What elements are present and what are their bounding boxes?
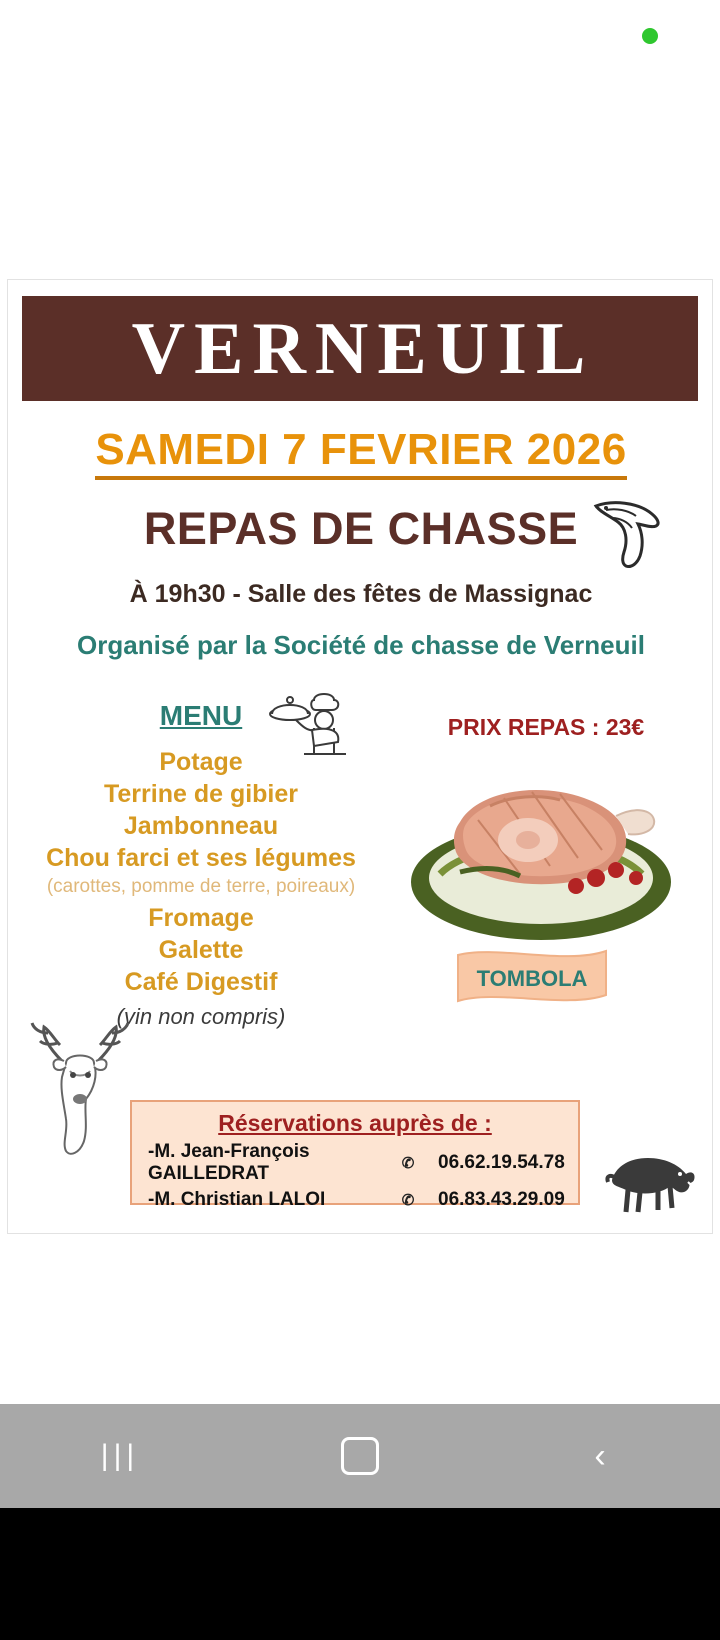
phone-icon: ✆ — [401, 1192, 415, 1209]
home-icon — [341, 1437, 379, 1475]
content-area — [0, 82, 720, 1404]
contact-name: -M. Christian LALOI — [148, 1189, 326, 1210]
reservation-contact-row — [148, 1141, 578, 1185]
contact-phone[interactable]: 06.62.19.54.78 — [438, 1152, 565, 1173]
town-name: VERNEUIL — [131, 307, 595, 390]
event-place: À 19h30 - Salle des fêtes de Massignac — [129, 580, 593, 608]
deer-head-icon — [28, 1015, 140, 1165]
event-title-text: REPAS DE CHASSE — [143, 503, 579, 554]
phone-icon: ✆ — [401, 1155, 415, 1172]
menu-footnote: (vin non compris) — [116, 1003, 286, 1029]
price-label: PRIX REPAS : 23€ — [447, 714, 645, 740]
menu-item: Jambonneau — [123, 812, 279, 840]
reservation-title: Réservations auprès de : — [218, 1110, 492, 1136]
event-organiser: Organisé par la Société de chasse de Verneuil — [77, 630, 645, 660]
green-dot-icon — [642, 28, 658, 44]
reservation-box — [130, 1100, 580, 1210]
menu-block — [36, 700, 366, 1030]
event-date-text: SAMEDI 7 FEVRIER 2026 — [95, 425, 626, 480]
menu-item: Café Digestif — [124, 967, 278, 996]
menu-item: Potage — [159, 748, 243, 776]
event-date — [8, 425, 713, 475]
home-button[interactable] — [280, 1437, 440, 1475]
roast-ham-platter-icon — [400, 762, 682, 952]
contact-phone[interactable]: 06.83.43.29.09 — [438, 1189, 565, 1210]
menu-item: Terrine de gibier — [103, 780, 299, 808]
android-nav-bar — [0, 1404, 720, 1508]
tombola-label: TOMBOLA — [476, 966, 588, 991]
menu-item: Chou farci et ses légumes — [46, 844, 356, 872]
poster-image[interactable] — [7, 279, 713, 1234]
contact-name: -M. Jean-François GAILLEDRAT — [148, 1141, 310, 1184]
bottom-bezel — [0, 1508, 720, 1640]
wild-boar-icon — [600, 1140, 696, 1218]
menu-heading: MENU — [159, 700, 243, 731]
back-button[interactable]: ‹ — [594, 1437, 606, 1475]
menu-sub-note: (carottes, pomme de terre, poireaux) — [46, 876, 356, 897]
duck-icon — [586, 498, 670, 570]
menu-item: Galette — [158, 935, 244, 964]
recents-button[interactable]: ||| — [100, 1439, 140, 1472]
status-bar — [0, 0, 720, 82]
reservation-contact-row — [148, 1189, 578, 1211]
poster-title-band — [22, 296, 698, 401]
menu-item: Fromage — [148, 903, 254, 932]
